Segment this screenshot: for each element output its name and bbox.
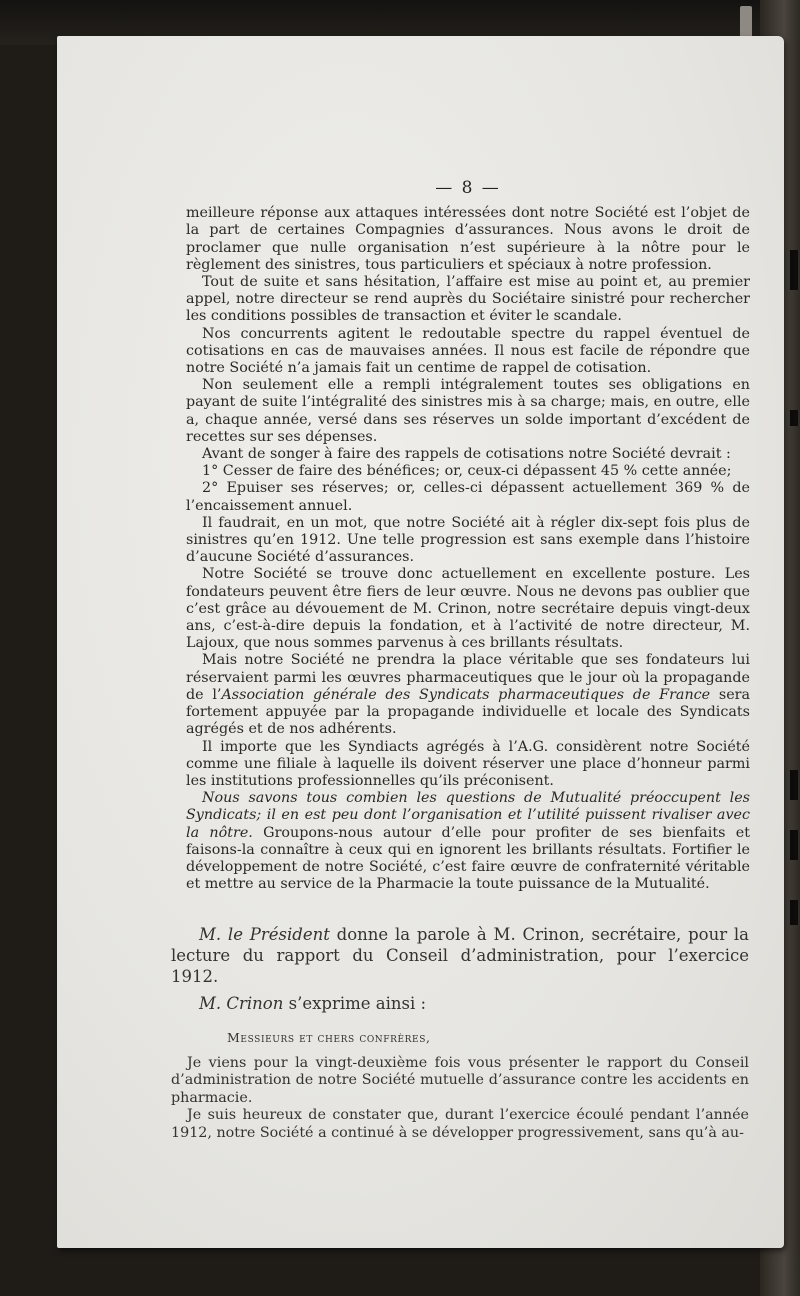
paragraph: 2° Epuiser ses réserves; or, celles-ci dépassent actuellement 369 % de l’encaissement annuel. bbox=[186, 480, 750, 514]
crinon-statement: M. Crinon s’exprime ainsi : bbox=[199, 994, 427, 1013]
report-paragraph: Je suis heureux de constater que, durant l’exercice écoulé pendant l’année 1912, notre Société a continué à se développer progressivement, sans qu’à au- bbox=[171, 1107, 749, 1141]
paragraph-closing: Nous savons tous combien les questions de Mutualité préoccupent les Syndicats; il en est peu dont l’organisation et l’utilité puissent rivaliser avec la nôtre. Groupons-nous autour d’elle pour profiter de ses bienfaits et faisons-la connaître à ceux qui en ignorent les brillants résultats. Fortifier le développement de notre Société, c’est faire œuvre de confraternité véritable et mettre au service de la Pharmacie la toute puissance de la Mutualité. bbox=[186, 790, 750, 893]
paragraph-list bbox=[186, 205, 750, 652]
paragraph-syndicats: Il importe que les Syndiacts agrégés à l’A.G. considèrent notre Société comme une filiale à laquelle ils doivent réserver une place d’honneur parmi les institutions professionnelles qu’ils préconisent. bbox=[186, 738, 750, 789]
edge-mark bbox=[790, 250, 798, 290]
edge-mark bbox=[790, 830, 798, 860]
italic-sentence: Nous savons tous combien les questions de Mutualité préoccupent les Syndicats; il en est peu dont l’organisation et l’utilité puissent rivaliser avec la nôtre. bbox=[186, 790, 750, 841]
paragraph-association: Mais notre Société ne prendra la place véritable que ses fondateurs lui réservaient parmi les œuvres pharmaceutiques que le jour où la propagande de l’Association générale des Syndicats pharmaceutiques de France sera fortement appuyée par la propagande individuelle et locale des Syndicats agrégés et de nos adhérents. bbox=[186, 652, 751, 738]
paragraph: 1° Cesser de faire des bénéfices; or, ceux-ci dépassent 45 % cette année; bbox=[202, 463, 732, 480]
paragraph: Nos concurrents agitent le redoutable spectre du rappel éventuel de cotisations en cas de mauvaises années. Il nous est facile de répondre que notre Société n’a jamais fait un centime de rappel de cotisation. bbox=[186, 325, 750, 377]
association-name: Association générale des Syndicats pharmaceutiques de France bbox=[221, 686, 711, 703]
president-statement: M. le Président donne la parole à M. Crinon, secrétaire, pour la lecture du rapport du Conseil d’administration, pour l’exercice 1912. bbox=[171, 925, 749, 986]
paragraph: Non seulement elle a rempli intégralement toutes ses obligations en payant de suite l’intégralité des sinistres mis à sa charge; mais, en outre, elle a, chaque année, versé dans ses réserves un solde important d’excédent de recettes sur ses dépenses. bbox=[186, 377, 750, 445]
page-number: — 8 — bbox=[435, 178, 501, 198]
paragraph: Tout de suite et sans hésitation, l’affaire est mise au point et, au premier appel, notre directeur se rend auprès du Sociétaire sinistré pour rechercher les conditions possibles de transaction et éviter le scandale. bbox=[186, 274, 750, 325]
report-paragraphs bbox=[171, 1055, 749, 1142]
edge-mark bbox=[790, 410, 798, 426]
paragraph: Avant de songer à faire des rappels de cotisations notre Société devrait : bbox=[202, 446, 731, 463]
binding-clip bbox=[740, 6, 752, 40]
paragraph: meilleure réponse aux attaques intéressées dont notre Société est l’objet de la part de certaines Compagnies d’assurances. Nous avons le droit de proclamer que nulle organisation n’est supérieure à la nôtre pour le règlement des sinistres, tous particuliers et spéciaux à notre profession. bbox=[186, 205, 750, 273]
edge-mark bbox=[790, 900, 798, 925]
proceedings-section bbox=[171, 924, 749, 1142]
paragraph: Il faudrait, en un mot, que notre Société ait à régler dix-sept fois plus de sinistres qu’en 1912. Une telle progression est sans exemple dans l’histoire d’aucune Société d’assurances. bbox=[186, 514, 750, 566]
edge-mark bbox=[790, 770, 798, 800]
main-text bbox=[186, 180, 750, 893]
report-paragraph: Je viens pour la vingt-deuxième fois vous présenter le rapport du Conseil d’administration de notre Société mutuelle d’assurance contre les accidents en pharmacie. bbox=[171, 1055, 749, 1106]
paragraph: Notre Société se trouve donc actuellement en excellente posture. Les fondateurs peuvent être fiers de leur œuvre. Nous ne devons pas oublier que c’est grâce au dévouement de M. Crinon, notre secrétaire depuis vingt-deux ans, c’est-à-dire depuis la fondation, et à l’activité de notre directeur, M. Lajoux, que nous sommes parvenus à ces brillants résultats. bbox=[186, 566, 750, 652]
salutation: Messieurs et chers confrères, bbox=[227, 1030, 431, 1045]
